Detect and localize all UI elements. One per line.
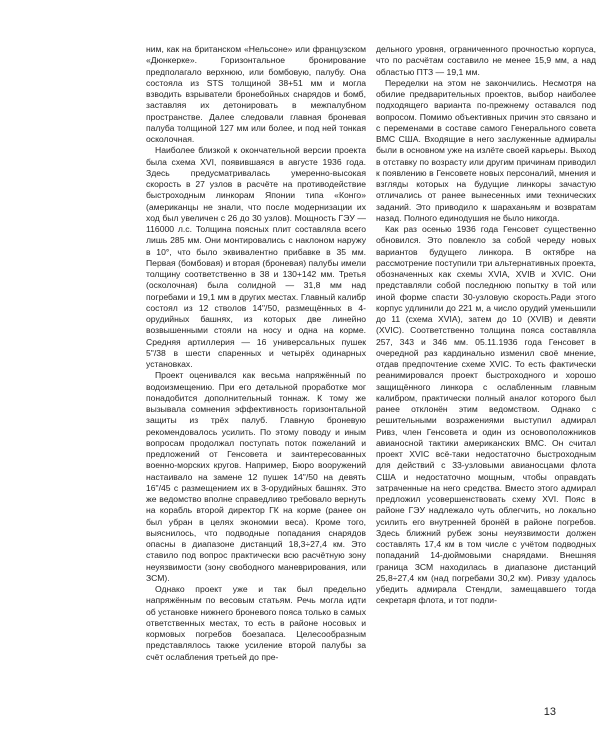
paragraph: ним, как на британском «Нельсоне» или французском «Дюнкерке». Горизонтальное бронирование предполагало верхнюю, или бомбовую, палубу. Она состояла из STS толщиной 38+51 мм и могла взводить взрыватели бронебойных снарядов и бомб, заставляя их детонировать в межпалубном пространстве. Далее следовали главная броневая палуба толщиной 127 мм или более, и под ней тонкая осколочная.	[146, 44, 366, 144]
paragraph: Переделки на этом не закончились. Несмотря на обилие предварительных проектов, выбор наиболее подходящего варианта по-прежнему оставался под вопросом. Помимо объективных причин это связано и с переменами в составе самого Генерального совета ВМС США. Входящие в него заслуженные адмиралы были в основном уже на излёте своей карьеры. Выход в отставку по возрасту или другим причинам приводил к появлению в Генсовете новых персоналий, мнения и взгляды которых на будущие линкоры зачастую отличались от ранее вынесенных ими технических заданий. Это приводило к шараханьям и возвратам назад. Полного единодушия не было никогда.	[376, 77, 596, 223]
paragraph: дельного уровня, ограниченного прочностью корпуса, что по расчётам составило не менее 15,9 мм, а над областью ПТЗ — 19,1 мм.	[376, 44, 596, 77]
page-number: 13	[543, 706, 556, 718]
paragraph: Однако проект уже и так был предельно напряжённым по весовым статьям. Речь могла идти об установке нижнего броневого пояса только в самых ответственных местах, то есть в районе носовых и кормовых погребов боезапаса. Целесообразным представлялось также усиление второй палубы за счёт ослабления третьей до пре-	[146, 584, 366, 662]
left-text-column	[146, 44, 366, 663]
paragraph: Проект оценивался как весьма напряжённый по водоизмещению. При его детальной проработке мог понадобится дополнительный тоннаж. К тому же вызывала сомнения эффективность горизонтальной защиты из трёх палуб. Главную броневую рекомендовалось усилить. По этому поводу и иным вопросам продолжал поступать поток пожеланий и предложений от Генсовета и заинтересованных военно-морских кругов. Например, Бюро вооружений настаивало на замене 12 пушек 14"/50 на девять 16"/45 с размещением их в 3-орудийных башнях. Это же ведомство вполне справедливо требовало вернуть на корабль второй директор ГК на корме (ранее он был убран в целях экономии веса). Кроме того, выяснилось, что подводные попадания снарядов опасны в диапазоне дистанций 18,3÷27,4 км. Это ставило под вопрос практически всю расчётную зону неуязвимости (зону свободного маневрирования, или ЗСМ).	[146, 370, 366, 583]
paragraph: Как раз осенью 1936 года Генсовет существенно обновился. Это повлекло за собой череду новых вариантов будущего линкора. В октябре на рассмотрение поступили три альтернативных проекта, обозначенных как схемы XVIA, XVIB и XVIC. Они представляли собой последнюю попытку в той или иной форме спасти 30-узловую скорость.Ради этого корпус удлинили до 221 м, а число орудий уменьшили до 11 (схема XVIA), затем до 10 (XVIB) и девяти (XVIC). Соответственно толщина пояса составляла 257, 343 и 346 мм. 05.11.1936 года Генсовет в очередной раз кардинально изменил своё мнение, отдав предпочтение схеме XVIC. То есть фактически реанимировался проект быстроходного и хорошо защищённого линкора с ослабленным главным калибром, практически полный аналог которого был ранее отклонён этим ведомством. Однако с решительными возражениями выступил адмирал Ривз, член Генсовета и один из основоположников авианосной тактики американских ВМС. Он считал проект XVIC всё-таки недостаточно быстроходным для действий с 33-узловыми авианосцами флота США и недостаточно мощным, чтобы оправдать затраченные на него средства. Вместо этого адмирал предложил усовершенствовать схему XVI. Пояс в районе ГЭУ надлежало чуть облегчить, но локально усилить его внутренней бронёй в районе погребов. Здесь ближний рубеж зоны неуязвимости должен составлять 17,4 км в том числе с учётом подводных попаданий 14-дюймовыми снарядами. Внешняя граница ЗСМ находилась в диапазоне дистанций 25,8÷27,4 км (над погребами 30,2 км). Ривзу удалось убедить адмирала Стендли, замещавшего тогда секретаря флота, и тот подпи-	[376, 224, 596, 606]
right-text-column	[376, 44, 596, 607]
paragraph: Наиболее близкой к окончательной версии проекта была схема XVI, появившаяся в августе 1936 года. Здесь предусматривалась умеренно-высокая скорость в 27 узлов в расчёте на противодействие быстроходным линкорам Японии типа «Конго» (американцы не знали, что после модернизации их ход был увеличен с 26 до 30 узлов). Мощность ГЭУ — 116000 л.с. Толщина поясных плит составляла всего лишь 285 мм. Они монтировались с наклоном наружу в 10°, что было эквивалентно прибавке в 35 мм. Первая (бомбовая) и вторая (броневая) палубы имели толщину соответственно в 38 и 130+142 мм. Третья (осколочная) была солидной — 31,8 мм над погребами и 19,1 мм в других местах. Главный калибр состоял из 12 стволов 14"/50, размещённых в 4-орудийных башнях, из которых две линейно возвышенными стояли на носу и одна на корме. Средняя артиллерия — 16 универсальных пушек 5"/38 в шести спаренных и четырёх одинарных установках.	[146, 145, 366, 369]
